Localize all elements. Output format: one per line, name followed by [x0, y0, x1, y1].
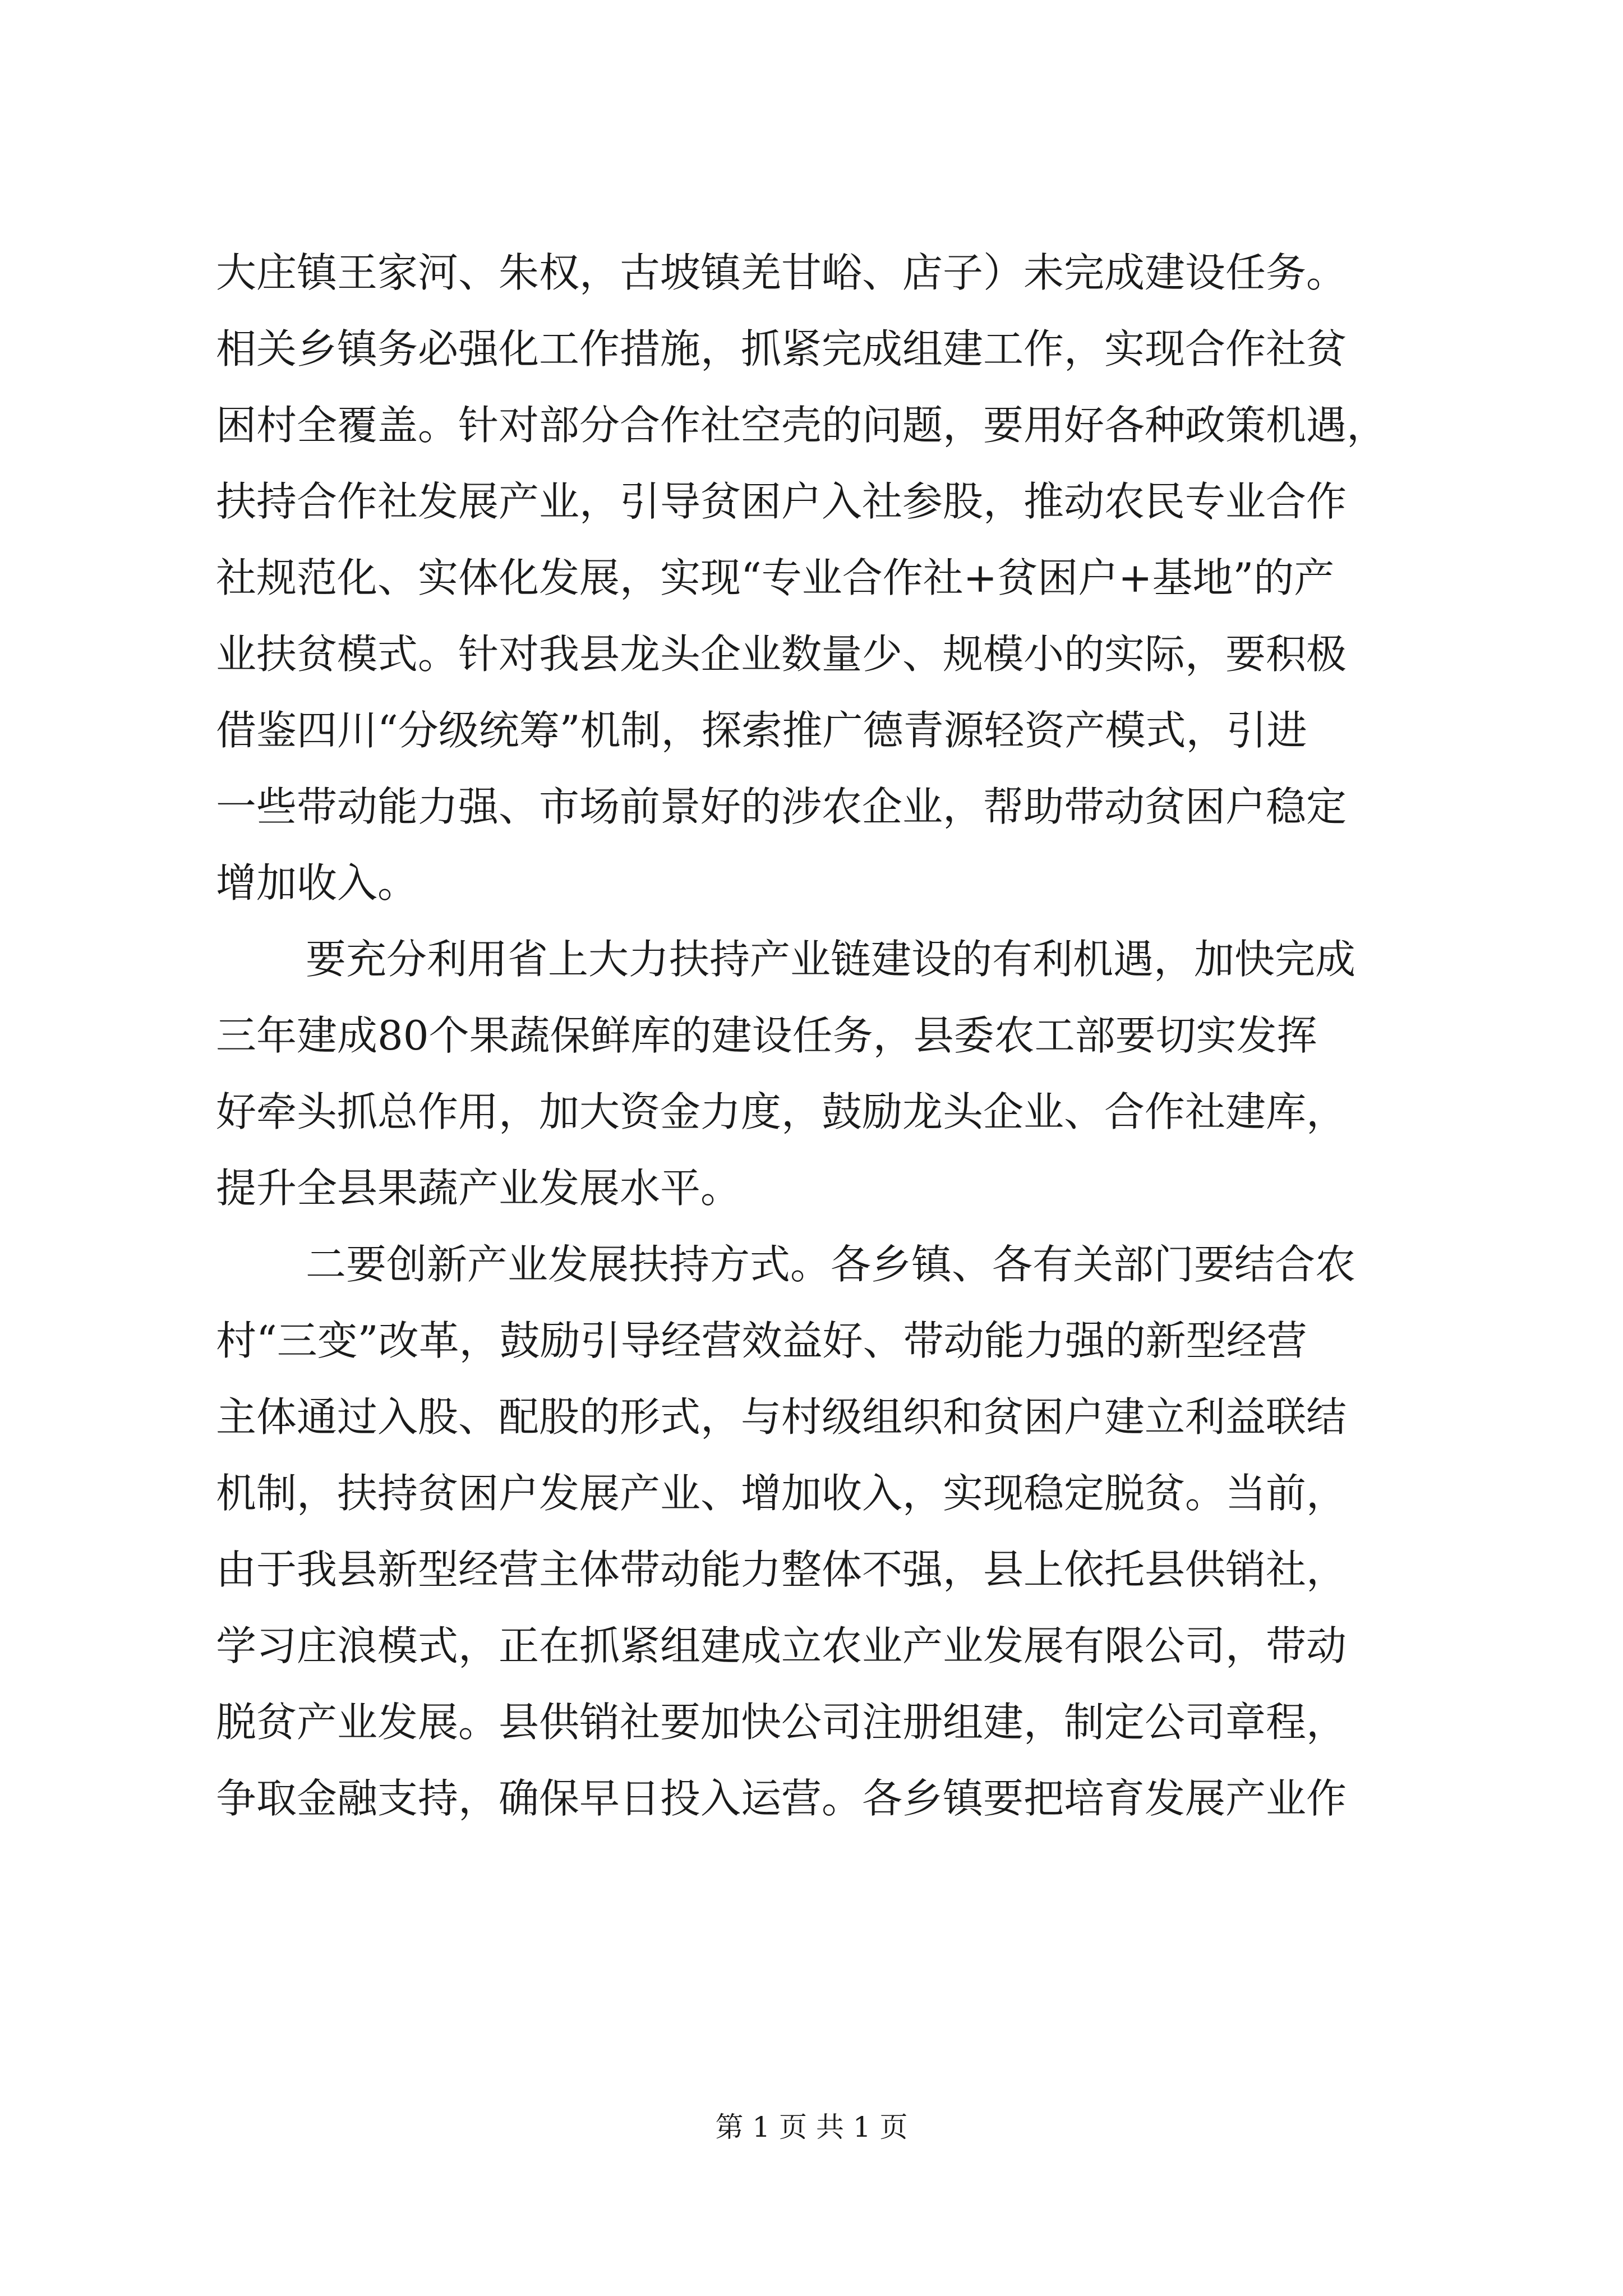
text-line: 增加收入。 — [216, 859, 418, 907]
paragraph-2 — [216, 921, 1427, 1226]
text-line: 大庄镇王家河、朱权，古坡镇羌甘峪、店子）未完成建设任务。 — [216, 249, 1347, 296]
text-line: 一些带动能力强、市场前景好的涉农企业，帮助带动贫困户稳定 — [216, 783, 1347, 830]
text-line: 相关乡镇务必强化工作措施，抓紧完成组建工作，实现合作社贫 — [216, 325, 1347, 372]
text-line: 学习庄浪模式，正在抓紧组建成立农业产业发展有限公司，带动 — [216, 1622, 1347, 1669]
paragraph-1 — [216, 234, 1427, 921]
text-line: 机制，扶持贫困户发展产业、增加收入，实现稳定脱贫。当前， — [216, 1470, 1347, 1517]
text-line: 由于我县新型经营主体带动能力整体不强，县上依托县供销社， — [216, 1546, 1347, 1593]
text-line: 借鉴四川“分级统筹”机制，探索推广德青源轻资产模式，引进 — [216, 707, 1307, 754]
text-line: 争取金融支持，确保早日投入运营。各乡镇要把培育发展产业作 — [216, 1775, 1347, 1822]
text-line: 提升全县果蔬产业发展水平。 — [216, 1165, 741, 1212]
text-line: 主体通过入股、配股的形式，与村级组织和贫困户建立利益联结 — [216, 1393, 1347, 1441]
text-line: 扶持合作社发展产业，引导贫困户入社参股，推动农民专业合作 — [216, 478, 1347, 525]
text-line: 三年建成80个果蔬保鲜库的建设任务，县委农工部要切实发挥 — [216, 1012, 1317, 1059]
page-footer — [0, 2105, 1623, 2145]
text-line: 困村全覆盖。针对部分合作社空壳的问题，要用好各种政策机遇， — [216, 402, 1387, 449]
paragraph-3 — [216, 1226, 1427, 1837]
text-line: 二要创新产业发展扶持方式。各乡镇、各有关部门要结合农 — [306, 1241, 1356, 1288]
document-body — [216, 234, 1427, 1837]
text-line: 社规范化、实体化发展，实现“专业合作社+贫困户+基地”的产 — [216, 554, 1335, 601]
text-line: 要充分利用省上大力扶持产业链建设的有利机遇，加快完成 — [306, 936, 1356, 983]
text-line: 业扶贫模式。针对我县龙头企业数量少、规模小的实际，要积极 — [216, 631, 1347, 678]
text-line: 好牵头抓总作用，加大资金力度，鼓励龙头企业、合作社建库， — [216, 1088, 1347, 1135]
text-line: 村“三变”改革，鼓励引导经营效益好、带动能力强的新型经营 — [216, 1317, 1307, 1364]
page-number-label: 第 1 页 共 1 页 — [715, 2111, 908, 2143]
text-line: 脱贫产业发展。县供销社要加快公司注册组建，制定公司章程， — [216, 1699, 1347, 1746]
